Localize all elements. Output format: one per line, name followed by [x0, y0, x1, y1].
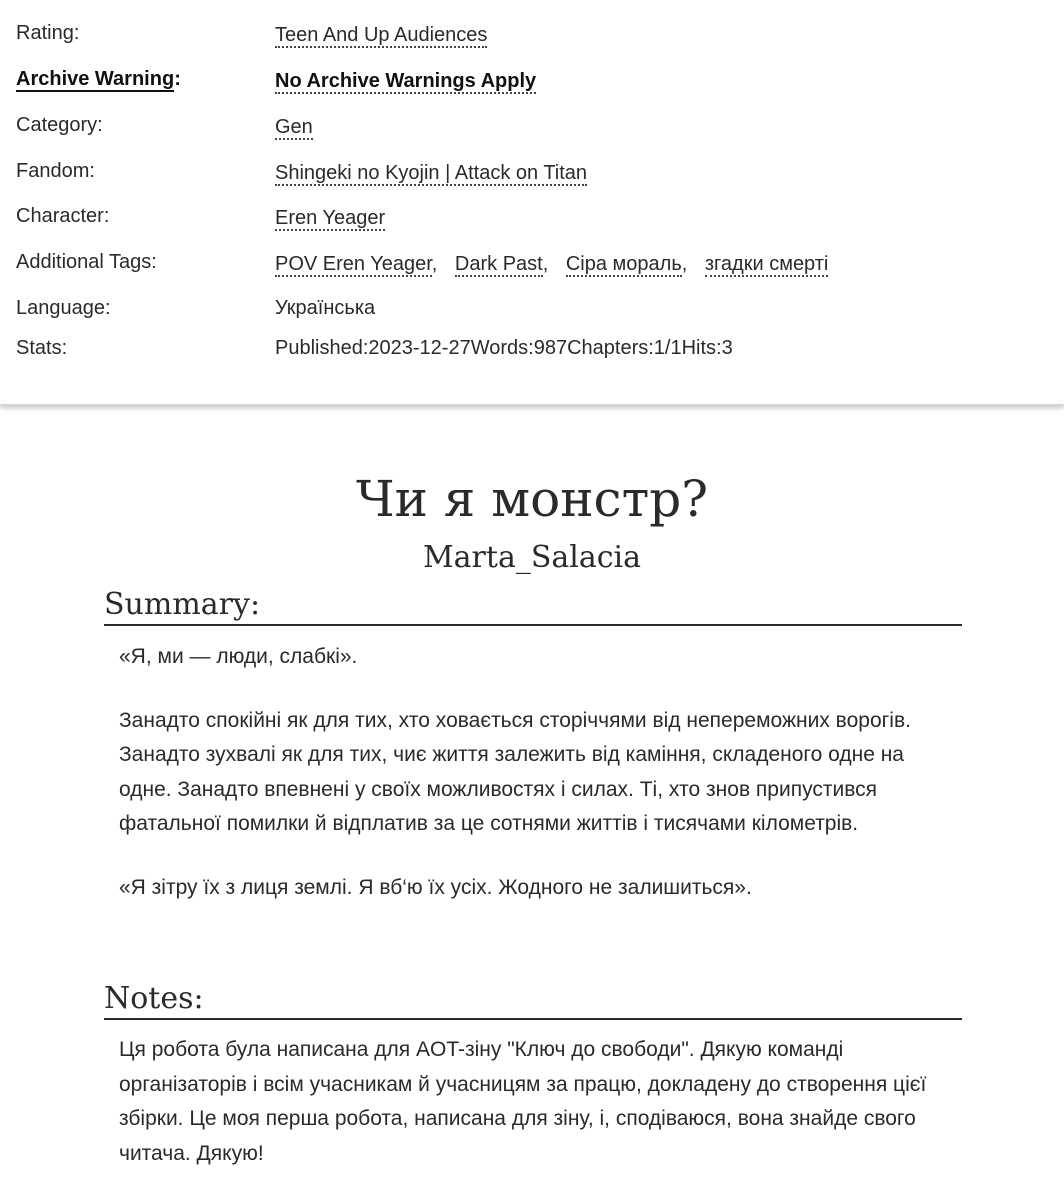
- meta-row-stats: [16, 334, 1056, 364]
- language-label: Language:: [16, 297, 111, 319]
- additional-tag[interactable]: згадки смерті: [704, 253, 829, 275]
- additional-tags-value: [275, 250, 828, 278]
- hits-label: Hits:: [681, 337, 722, 359]
- language-value: Українська: [275, 297, 376, 319]
- chapters-label: Chapters:: [567, 337, 654, 359]
- chapters-count: 1/1: [653, 337, 682, 359]
- character-value: [275, 204, 385, 232]
- rating-tag[interactable]: Teen And Up Audiences: [275, 24, 488, 46]
- meta-row-fandom: [16, 157, 1056, 187]
- tag-separator: ,: [542, 253, 549, 275]
- tag-separator: ,: [431, 253, 438, 275]
- summary-heading: Summary:: [104, 586, 962, 626]
- work-meta: [0, 0, 1064, 405]
- meta-row-additional-tags: [16, 248, 1056, 278]
- character-label: Character:: [16, 205, 110, 227]
- summary-paragraph: «Я зітру їх з лиця землі. Я вб‘ю їх усіх. Жодного не залишиться».: [119, 875, 752, 899]
- archive-warning-label[interactable]: [16, 65, 181, 93]
- category-tag[interactable]: Gen: [275, 116, 313, 138]
- archive-warning-colon: :: [174, 68, 181, 90]
- archive-warning-value: [275, 67, 536, 95]
- archive-warning-label-text[interactable]: Archive Warning: [16, 68, 175, 90]
- meta-row-category: [16, 111, 1056, 141]
- rating-label: Rating:: [16, 22, 80, 44]
- notes-paragraph: Ця робота була написана для AOT-зіну "Ключ до свободи". Дякую команді організаторів і всім учасникам й учасницям за працю, докладену до створення цієї збірки. Це моя перша робота, написана для зіну, і, сподіваюся, вона знайде свого читача. Дякую!: [119, 1038, 927, 1165]
- summary-paragraph: Занадто спокійні як для тих, хто ховається сторіччями від непереможних ворогів. Занадто зухвалі як для тих, чиє життя залежить від каміння, складеного одне на одне. Занадто впевнені у своїх можливостях і силах. Ті, хто знов припустився фатальної помилки й відплатив за це сотнями життів і тисячами кілометрів.: [119, 708, 911, 835]
- category-value: [275, 113, 313, 141]
- summary-paragraph: «Я, ми — люди, слабкі».: [119, 645, 358, 668]
- stats-value: [275, 334, 733, 362]
- stats-label: Stats:: [16, 337, 68, 359]
- category-label: Category:: [16, 114, 103, 136]
- summary-body: [119, 640, 959, 934]
- meta-row-archive-warning: [16, 65, 1056, 95]
- work-title: Чи я монстр?: [355, 470, 709, 528]
- byline: [0, 538, 1064, 578]
- additional-tag[interactable]: Dark Past: [454, 253, 543, 275]
- fandom-tag[interactable]: Shingeki no Kyojin | Attack on Titan: [275, 162, 588, 184]
- published-label: Published:: [275, 337, 369, 359]
- author-link[interactable]: Marta_Salacia: [422, 540, 642, 575]
- words-label: Words:: [470, 337, 534, 359]
- meta-row-character: [16, 202, 1056, 232]
- additional-tag[interactable]: POV Eren Yeager: [275, 253, 432, 275]
- fandom-value: [275, 159, 587, 187]
- notes-heading: Notes:: [104, 980, 962, 1020]
- fandom-label: Fandom:: [16, 160, 95, 182]
- meta-row-rating: [16, 19, 1056, 49]
- hits-count: 3: [721, 337, 733, 359]
- rating-value: [275, 21, 487, 49]
- archive-warning-tag[interactable]: No Archive Warnings Apply: [275, 70, 537, 92]
- additional-tag[interactable]: Сіра мораль: [565, 253, 682, 275]
- published-date: 2023-12-27: [368, 337, 471, 359]
- words-count: 987: [533, 337, 568, 359]
- tag-separator: ,: [681, 253, 688, 275]
- notes-body: [119, 1033, 959, 1200]
- additional-tags-label: Additional Tags:: [16, 251, 157, 273]
- character-tag[interactable]: Eren Yeager: [275, 207, 386, 229]
- meta-row-language: [16, 294, 1056, 324]
